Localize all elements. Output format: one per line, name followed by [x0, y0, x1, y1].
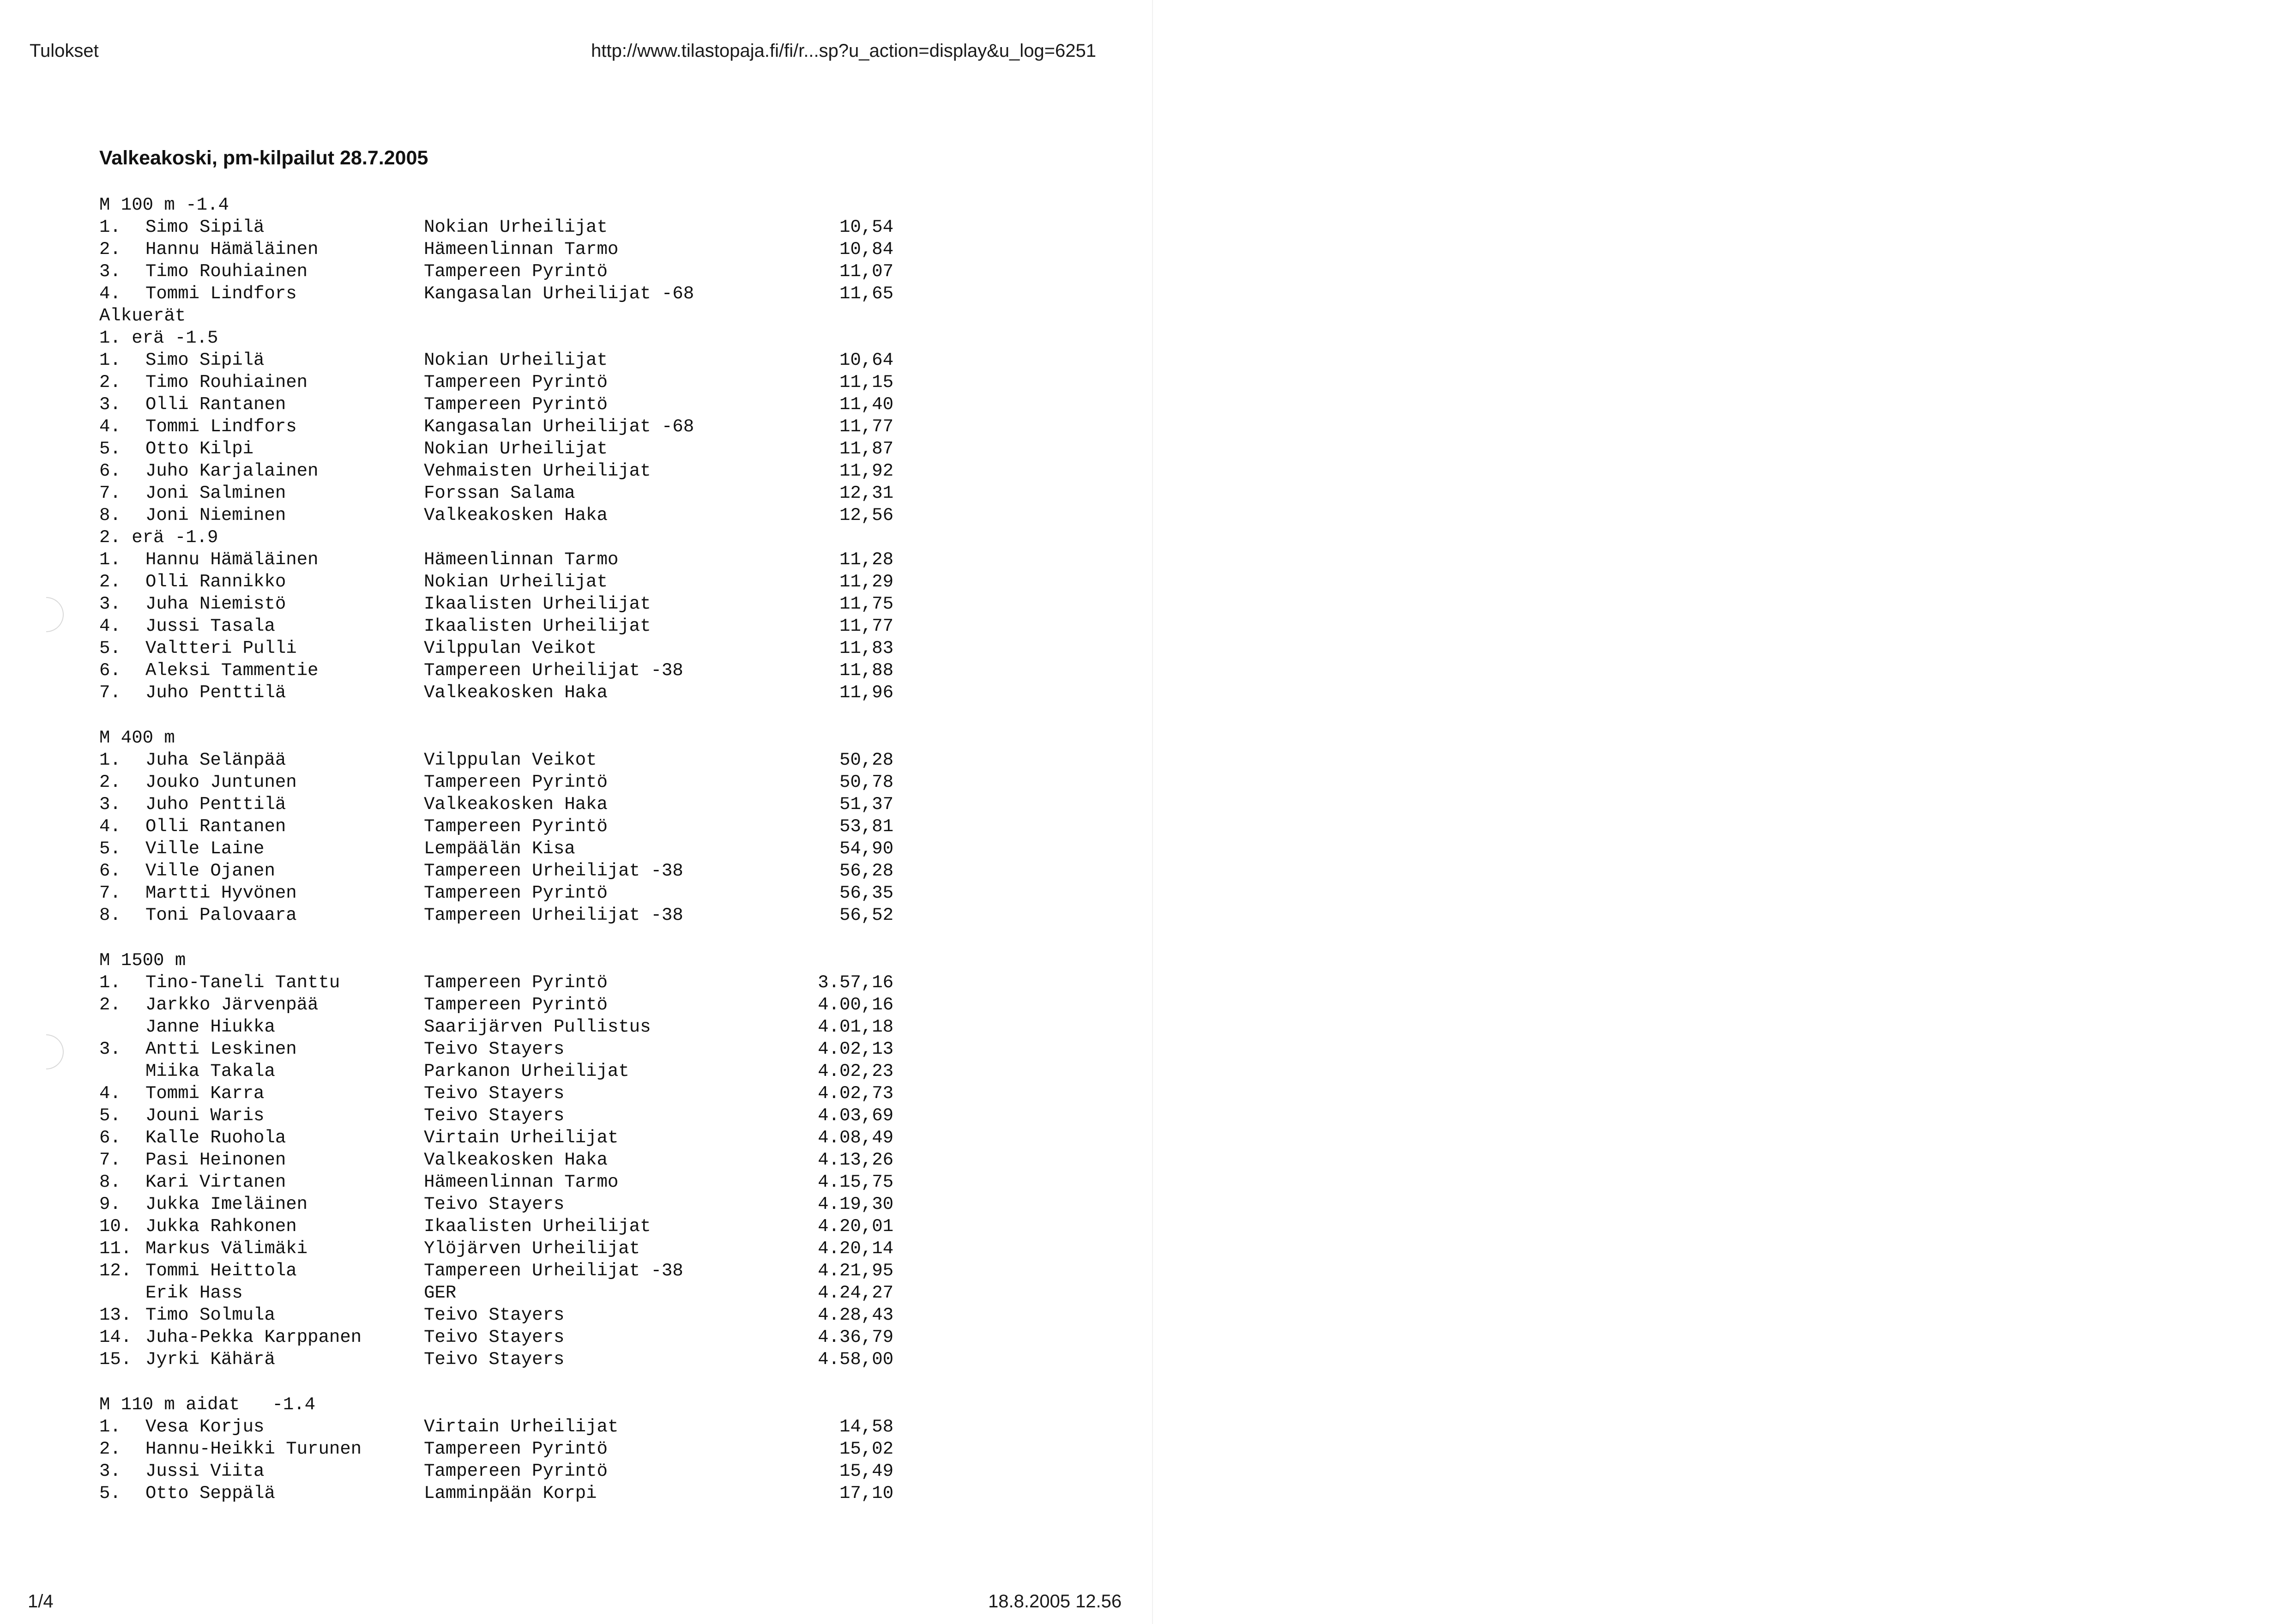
- result-row: [99, 1304, 893, 1326]
- result-club: GER: [424, 1283, 457, 1303]
- result-row: [99, 771, 893, 793]
- result-rank: 2.: [99, 995, 121, 1015]
- result-time: 17,10: [839, 1483, 893, 1503]
- result-time: 12,56: [839, 505, 893, 525]
- result-athlete: Olli Rantanen: [145, 816, 286, 837]
- result-athlete: Valtteri Pulli: [145, 638, 297, 658]
- result-rank: 3.: [99, 261, 121, 282]
- result-row: [99, 1438, 893, 1460]
- result-club: Tampereen Urheilijat -38: [424, 1261, 683, 1281]
- result-time: 3.57,16: [818, 972, 893, 993]
- result-time: 4.03,69: [818, 1105, 893, 1126]
- section-heading-text: Alkuerät: [99, 306, 186, 326]
- result-athlete: Janne Hiukka: [145, 1017, 275, 1037]
- result-club: Tampereen Pyrintö: [424, 261, 608, 282]
- result-time: 4.02,73: [818, 1083, 893, 1104]
- result-rank: 2.: [99, 572, 121, 592]
- section-heading: [99, 526, 893, 549]
- result-time: 11,92: [839, 461, 893, 481]
- result-club: Valkeakosken Haka: [424, 794, 608, 815]
- result-time: 53,81: [839, 816, 893, 837]
- result-rank: 5.: [99, 1483, 121, 1503]
- result-athlete: Tommi Karra: [145, 1083, 265, 1104]
- result-row: [99, 216, 893, 238]
- result-club: Virtain Urheilijat: [424, 1417, 619, 1437]
- section-heading-text: 2. erä -1.9: [99, 527, 218, 548]
- result-club: Tampereen Urheilijat -38: [424, 905, 683, 925]
- result-athlete: Jouko Juntunen: [145, 772, 297, 792]
- result-row: [99, 615, 893, 637]
- result-row: [99, 1082, 893, 1105]
- result-club: Tampereen Pyrintö: [424, 372, 608, 392]
- result-rank: 1.: [99, 350, 121, 370]
- result-row: [99, 371, 893, 393]
- result-row: [99, 283, 893, 305]
- result-row: [99, 815, 893, 838]
- result-rank: 3.: [99, 794, 121, 815]
- result-athlete: Timo Rouhiainen: [145, 261, 308, 282]
- result-athlete: Olli Rantanen: [145, 394, 286, 415]
- result-rank: 9.: [99, 1194, 121, 1214]
- result-rank: 1.: [99, 217, 121, 237]
- result-rank: 1.: [99, 750, 121, 770]
- result-athlete: Vesa Korjus: [145, 1417, 265, 1437]
- result-rank: 5.: [99, 439, 121, 459]
- section-heading-text: M 100 m -1.4: [99, 195, 229, 215]
- result-athlete: Ville Laine: [145, 839, 265, 859]
- page-edge: [1152, 0, 1153, 1624]
- result-athlete: Juho Penttilä: [145, 794, 286, 815]
- result-row: [99, 637, 893, 659]
- result-rank: 14.: [99, 1327, 132, 1347]
- result-rank: 4.: [99, 616, 121, 636]
- result-row: [99, 393, 893, 416]
- result-club: Ylöjärven Urheilijat: [424, 1238, 640, 1259]
- result-rank: 4.: [99, 1083, 121, 1104]
- result-row: [99, 1016, 893, 1038]
- result-rank: 2.: [99, 239, 121, 260]
- result-athlete: Martti Hyvönen: [145, 883, 297, 903]
- result-rank: 5.: [99, 839, 121, 859]
- result-club: Forssan Salama: [424, 483, 575, 503]
- result-time: 56,52: [839, 905, 893, 925]
- result-athlete: Juho Penttilä: [145, 682, 286, 703]
- section-spacer: [99, 926, 893, 949]
- result-athlete: Juho Karjalainen: [145, 461, 319, 481]
- result-club: Teivo Stayers: [424, 1039, 565, 1059]
- result-athlete: Hannu Hämäläinen: [145, 549, 319, 570]
- result-athlete: Kalle Ruohola: [145, 1128, 286, 1148]
- result-athlete: Olli Rannikko: [145, 572, 286, 592]
- result-row: [99, 1238, 893, 1260]
- result-row: [99, 238, 893, 260]
- result-athlete: Jarkko Järvenpää: [145, 995, 319, 1015]
- result-rank: 6.: [99, 861, 121, 881]
- result-time: 12,31: [839, 483, 893, 503]
- result-row: [99, 1348, 893, 1370]
- result-time: 4.13,26: [818, 1150, 893, 1170]
- section-spacer: [99, 704, 893, 727]
- result-row: [99, 1260, 893, 1282]
- result-club: Vehmaisten Urheilijat: [424, 461, 651, 481]
- result-rank: 1.: [99, 1417, 121, 1437]
- result-row: [99, 1060, 893, 1082]
- result-club: Valkeakosken Haka: [424, 1150, 608, 1170]
- result-rank: 6.: [99, 461, 121, 481]
- result-row: [99, 593, 893, 615]
- result-row: [99, 416, 893, 438]
- result-athlete: Ville Ojanen: [145, 861, 275, 881]
- result-rank: 12.: [99, 1261, 132, 1281]
- result-row: [99, 793, 893, 815]
- result-row: [99, 1215, 893, 1238]
- result-row: [99, 504, 893, 526]
- result-rank: 2.: [99, 772, 121, 792]
- result-row: [99, 260, 893, 283]
- result-rank: 8.: [99, 505, 121, 525]
- result-time: 14,58: [839, 1417, 893, 1437]
- result-club: Teivo Stayers: [424, 1105, 565, 1126]
- result-row: [99, 1326, 893, 1348]
- result-time: 11,28: [839, 549, 893, 570]
- result-rank: 4.: [99, 284, 121, 304]
- result-athlete: Otto Seppälä: [145, 1483, 275, 1503]
- print-header-url: http://www.tilastopaja.fi/fi/r...sp?u_action=display&u_log=6251: [591, 41, 1097, 61]
- result-time: 51,37: [839, 794, 893, 815]
- result-athlete: Joni Salminen: [145, 483, 286, 503]
- result-rank: 3.: [99, 394, 121, 415]
- result-athlete: Joni Nieminen: [145, 505, 286, 525]
- result-row: [99, 882, 893, 904]
- result-rank: 7.: [99, 1150, 121, 1170]
- results-list: [99, 194, 893, 1504]
- result-time: 4.58,00: [818, 1349, 893, 1370]
- result-club: Lamminpään Korpi: [424, 1483, 597, 1503]
- result-club: Nokian Urheilijat: [424, 350, 608, 370]
- result-rank: 6.: [99, 1128, 121, 1148]
- result-club: Tampereen Pyrintö: [424, 816, 608, 837]
- result-rank: 2.: [99, 372, 121, 392]
- result-row: [99, 994, 893, 1016]
- result-club: Tampereen Pyrintö: [424, 883, 608, 903]
- result-rank: 13.: [99, 1305, 132, 1325]
- section-heading-text: M 400 m: [99, 728, 175, 748]
- result-club: Tampereen Urheilijat -38: [424, 861, 683, 881]
- result-row: [99, 749, 893, 771]
- section-heading: [99, 194, 893, 216]
- section-heading-text: 1. erä -1.5: [99, 328, 218, 348]
- result-time: 56,35: [839, 883, 893, 903]
- result-club: Parkanon Urheilijat: [424, 1061, 629, 1081]
- result-rank: 2.: [99, 1439, 121, 1459]
- result-club: Tampereen Pyrintö: [424, 1439, 608, 1459]
- result-rank: 7.: [99, 682, 121, 703]
- result-rank: 5.: [99, 638, 121, 658]
- result-club: Ikaalisten Urheilijat: [424, 1216, 651, 1237]
- result-row: [99, 1193, 893, 1215]
- result-athlete: Jussi Viita: [145, 1461, 265, 1481]
- result-time: 4.08,49: [818, 1128, 893, 1148]
- result-club: Hämeenlinnan Tarmo: [424, 239, 619, 260]
- result-time: 4.02,13: [818, 1039, 893, 1059]
- section-heading: [99, 327, 893, 349]
- print-header-title: Tulokset: [30, 41, 99, 61]
- result-club: Teivo Stayers: [424, 1083, 565, 1104]
- result-athlete: Erik Hass: [145, 1283, 243, 1303]
- result-athlete: Jouni Waris: [145, 1105, 265, 1126]
- result-row: [99, 1127, 893, 1149]
- result-row: [99, 904, 893, 926]
- section-heading-text: M 1500 m: [99, 950, 186, 971]
- result-athlete: Kari Virtanen: [145, 1172, 286, 1192]
- section-heading: [99, 1394, 893, 1416]
- result-club: Teivo Stayers: [424, 1349, 565, 1370]
- result-row: [99, 1282, 893, 1304]
- result-club: Lempäälän Kisa: [424, 839, 575, 859]
- result-row: [99, 482, 893, 504]
- result-club: Tampereen Urheilijat -38: [424, 660, 683, 681]
- section-heading-text: M 110 m aidat -1.4: [99, 1395, 316, 1415]
- result-club: Kangasalan Urheilijat -68: [424, 284, 694, 304]
- result-time: 11,77: [839, 616, 893, 636]
- section-spacer: [99, 1370, 893, 1394]
- result-club: Hämeenlinnan Tarmo: [424, 1172, 619, 1192]
- result-club: Teivo Stayers: [424, 1327, 565, 1347]
- result-rank: 3.: [99, 1039, 121, 1059]
- result-athlete: Pasi Heinonen: [145, 1150, 286, 1170]
- result-time: 10,54: [839, 217, 893, 237]
- section-heading: [99, 727, 893, 749]
- result-row: [99, 1038, 893, 1060]
- result-athlete: Jukka Imeläinen: [145, 1194, 308, 1214]
- result-row: [99, 349, 893, 371]
- result-club: Ikaalisten Urheilijat: [424, 594, 651, 614]
- result-time: 11,15: [839, 372, 893, 392]
- result-athlete: Antti Leskinen: [145, 1039, 297, 1059]
- result-time: 11,40: [839, 394, 893, 415]
- result-club: Nokian Urheilijat: [424, 439, 608, 459]
- result-time: 56,28: [839, 861, 893, 881]
- result-athlete: Otto Kilpi: [145, 439, 254, 459]
- result-time: 11,88: [839, 660, 893, 681]
- result-athlete: Juha Niemistö: [145, 594, 286, 614]
- result-row: [99, 659, 893, 682]
- result-club: Tampereen Pyrintö: [424, 394, 608, 415]
- result-time: 4.15,75: [818, 1172, 893, 1192]
- section-heading: [99, 305, 893, 327]
- result-club: Tampereen Pyrintö: [424, 1461, 608, 1481]
- result-row: [99, 1171, 893, 1193]
- result-rank: 1.: [99, 549, 121, 570]
- result-athlete: Tommi Lindfors: [145, 284, 297, 304]
- result-row: [99, 838, 893, 860]
- result-club: Vilppulan Veikot: [424, 750, 597, 770]
- result-athlete: Hannu-Heikki Turunen: [145, 1439, 362, 1459]
- result-time: 10,64: [839, 350, 893, 370]
- result-rank: 6.: [99, 660, 121, 681]
- result-rank: 5.: [99, 1105, 121, 1126]
- result-row: [99, 549, 893, 571]
- result-rank: 7.: [99, 483, 121, 503]
- result-rank: 15.: [99, 1349, 132, 1370]
- result-rank: 3.: [99, 1461, 121, 1481]
- result-club: Tampereen Pyrintö: [424, 972, 608, 993]
- result-club: Valkeakosken Haka: [424, 682, 608, 703]
- result-rank: 8.: [99, 1172, 121, 1192]
- result-athlete: Juha Selänpää: [145, 750, 286, 770]
- result-time: 4.20,01: [818, 1216, 893, 1237]
- result-rank: 7.: [99, 883, 121, 903]
- result-athlete: Tommi Heittola: [145, 1261, 297, 1281]
- result-athlete: Jussi Tasala: [145, 616, 275, 636]
- print-footer-datetime: 18.8.2005 12.56: [988, 1591, 1122, 1612]
- result-time: 4.01,18: [818, 1017, 893, 1037]
- result-time: 4.28,43: [818, 1305, 893, 1325]
- result-row: [99, 571, 893, 593]
- result-time: 4.20,14: [818, 1238, 893, 1259]
- result-club: Saarijärven Pullistus: [424, 1017, 651, 1037]
- result-athlete: Juha-Pekka Karppanen: [145, 1327, 362, 1347]
- result-time: 4.21,95: [818, 1261, 893, 1281]
- result-club: Hämeenlinnan Tarmo: [424, 549, 619, 570]
- result-athlete: Jukka Rahkonen: [145, 1216, 297, 1237]
- result-athlete: Aleksi Tammentie: [145, 660, 319, 681]
- result-club: Ikaalisten Urheilijat: [424, 616, 651, 636]
- document-title: Valkeakoski, pm-kilpailut 28.7.2005: [99, 147, 428, 169]
- result-row: [99, 1105, 893, 1127]
- result-rank: 10.: [99, 1216, 132, 1237]
- result-rank: 1.: [99, 972, 121, 993]
- result-time: 15,02: [839, 1439, 893, 1459]
- result-club: Nokian Urheilijat: [424, 217, 608, 237]
- result-athlete: Jyrki Kähärä: [145, 1349, 275, 1370]
- result-athlete: Toni Palovaara: [145, 905, 297, 925]
- result-time: 11,96: [839, 682, 893, 703]
- result-time: 4.36,79: [818, 1327, 893, 1347]
- result-time: 11,83: [839, 638, 893, 658]
- result-row: [99, 860, 893, 882]
- result-time: 11,07: [839, 261, 893, 282]
- result-time: 54,90: [839, 839, 893, 859]
- result-row: [99, 1482, 893, 1504]
- result-club: Tampereen Pyrintö: [424, 772, 608, 792]
- result-club: Teivo Stayers: [424, 1194, 565, 1214]
- punch-hole-mark: [21, 1027, 71, 1076]
- result-rank: 3.: [99, 594, 121, 614]
- result-athlete: Simo Sipilä: [145, 350, 265, 370]
- result-time: 11,87: [839, 439, 893, 459]
- result-athlete: Markus Välimäki: [145, 1238, 308, 1259]
- result-club: Nokian Urheilijat: [424, 572, 608, 592]
- result-time: 11,75: [839, 594, 893, 614]
- result-row: [99, 1460, 893, 1482]
- result-row: [99, 1416, 893, 1438]
- result-rank: 4.: [99, 417, 121, 437]
- result-athlete: Tino-Taneli Tanttu: [145, 972, 340, 993]
- result-row: [99, 460, 893, 482]
- result-time: 11,65: [839, 284, 893, 304]
- result-athlete: Tommi Lindfors: [145, 417, 297, 437]
- result-time: 50,78: [839, 772, 893, 792]
- result-row: [99, 438, 893, 460]
- print-footer-page: 1/4: [28, 1591, 54, 1612]
- result-row: [99, 682, 893, 704]
- result-athlete: Timo Rouhiainen: [145, 372, 308, 392]
- result-time: 4.02,23: [818, 1061, 893, 1081]
- result-time: 4.19,30: [818, 1194, 893, 1214]
- punch-hole-mark: [21, 590, 71, 639]
- result-athlete: Hannu Hämäläinen: [145, 239, 319, 260]
- result-time: 11,29: [839, 572, 893, 592]
- result-time: 11,77: [839, 417, 893, 437]
- result-row: [99, 1149, 893, 1171]
- result-club: Kangasalan Urheilijat -68: [424, 417, 694, 437]
- result-athlete: Simo Sipilä: [145, 217, 265, 237]
- result-time: 10,84: [839, 239, 893, 260]
- result-time: 15,49: [839, 1461, 893, 1481]
- result-time: 50,28: [839, 750, 893, 770]
- result-athlete: Miika Takala: [145, 1061, 275, 1081]
- result-club: Teivo Stayers: [424, 1305, 565, 1325]
- result-time: 4.00,16: [818, 995, 893, 1015]
- result-time: 4.24,27: [818, 1283, 893, 1303]
- section-heading: [99, 949, 893, 972]
- result-rank: 4.: [99, 816, 121, 837]
- result-athlete: Timo Solmula: [145, 1305, 275, 1325]
- result-club: Virtain Urheilijat: [424, 1128, 619, 1148]
- result-club: Tampereen Pyrintö: [424, 995, 608, 1015]
- result-rank: 8.: [99, 905, 121, 925]
- result-row: [99, 972, 893, 994]
- result-club: Valkeakosken Haka: [424, 505, 608, 525]
- result-rank: 11.: [99, 1238, 132, 1259]
- result-club: Vilppulan Veikot: [424, 638, 597, 658]
